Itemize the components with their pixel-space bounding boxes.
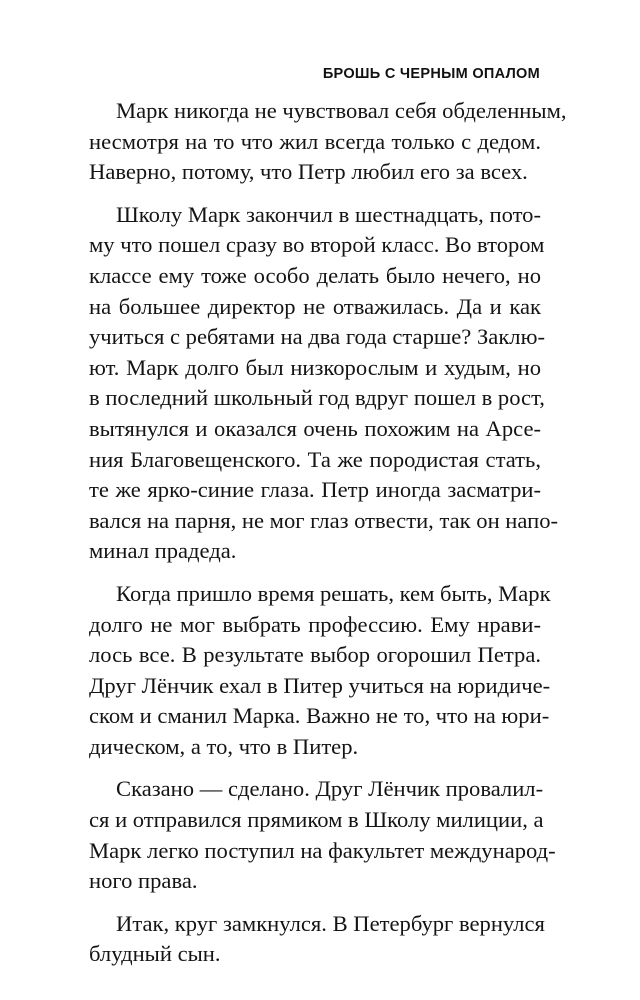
text-line: вался на парня, не мог глаз отвести, так он напо- (89, 507, 559, 533)
text-line: учиться с ребятами на два года старше? Заклю- (89, 324, 545, 350)
text-line: Сказано — сделано. Друг Лёнчик провалил- (116, 776, 544, 802)
text-line: Итак, круг замкнулся. В Петербург вернулся (116, 910, 545, 936)
paragraph (89, 774, 556, 896)
text-line: Марк никогда не чувствовал себя обделенным, (116, 98, 567, 123)
text-line: несмотря на то что жил всегда только с дедом. (89, 128, 541, 154)
text-line: те же ярко-синие глаза. Петр иногда засматри- (89, 477, 541, 503)
text-line: классе ему тоже особо делать было нечего, но (89, 262, 541, 288)
text-line: долго не мог выбрать профессию. Ему нрави- (89, 611, 541, 637)
text-line: ском и сманил Марка. Важно не то, что на юри- (89, 703, 550, 729)
paragraph (89, 200, 559, 567)
text-line: ся и отправился прямиком в Школу милиции, а (89, 807, 544, 833)
paragraph (89, 579, 551, 763)
text-line: ют. Марк долго был низкорослым и худым, но (89, 354, 541, 380)
text-line: вытянулся и оказался очень похожим на Арсе- (89, 415, 541, 441)
text-line: лось все. В результате выбор огорошил Петра. (89, 642, 541, 668)
text-line: ния Благовещенского. Та же породистая стать, (89, 446, 541, 472)
text-line: Наверно, потому, что Петр любил его за всех. (89, 159, 528, 185)
running-head: БРОШЬ С ЧЕРНЫМ ОПАЛОМ (322, 66, 540, 82)
paragraph (89, 96, 567, 188)
text-line: на большее директор не отважилась. Да и как (89, 293, 541, 319)
text-line: минал прадеда. (89, 538, 237, 564)
text-line: ного права. (89, 868, 198, 894)
text-line: Друг Лёнчик ехал в Питер учиться на юридиче- (89, 672, 551, 698)
text-line: дическом, а то, что в Питер. (89, 733, 359, 759)
text-line: блудный сын. (89, 941, 221, 967)
text-line: му что пошел сразу во второй класс. Во втором (89, 232, 545, 258)
text-line: Школу Марк закончил в шестнадцать, пото- (116, 201, 541, 227)
text-line: в последний школьный год вдруг пошел в рост, (89, 385, 545, 411)
paragraph (89, 909, 545, 970)
text-line: Когда пришло время решать, кем быть, Марк (116, 580, 551, 606)
text-line: Марк легко поступил на факультет международ- (89, 837, 556, 863)
body-text (89, 96, 567, 982)
